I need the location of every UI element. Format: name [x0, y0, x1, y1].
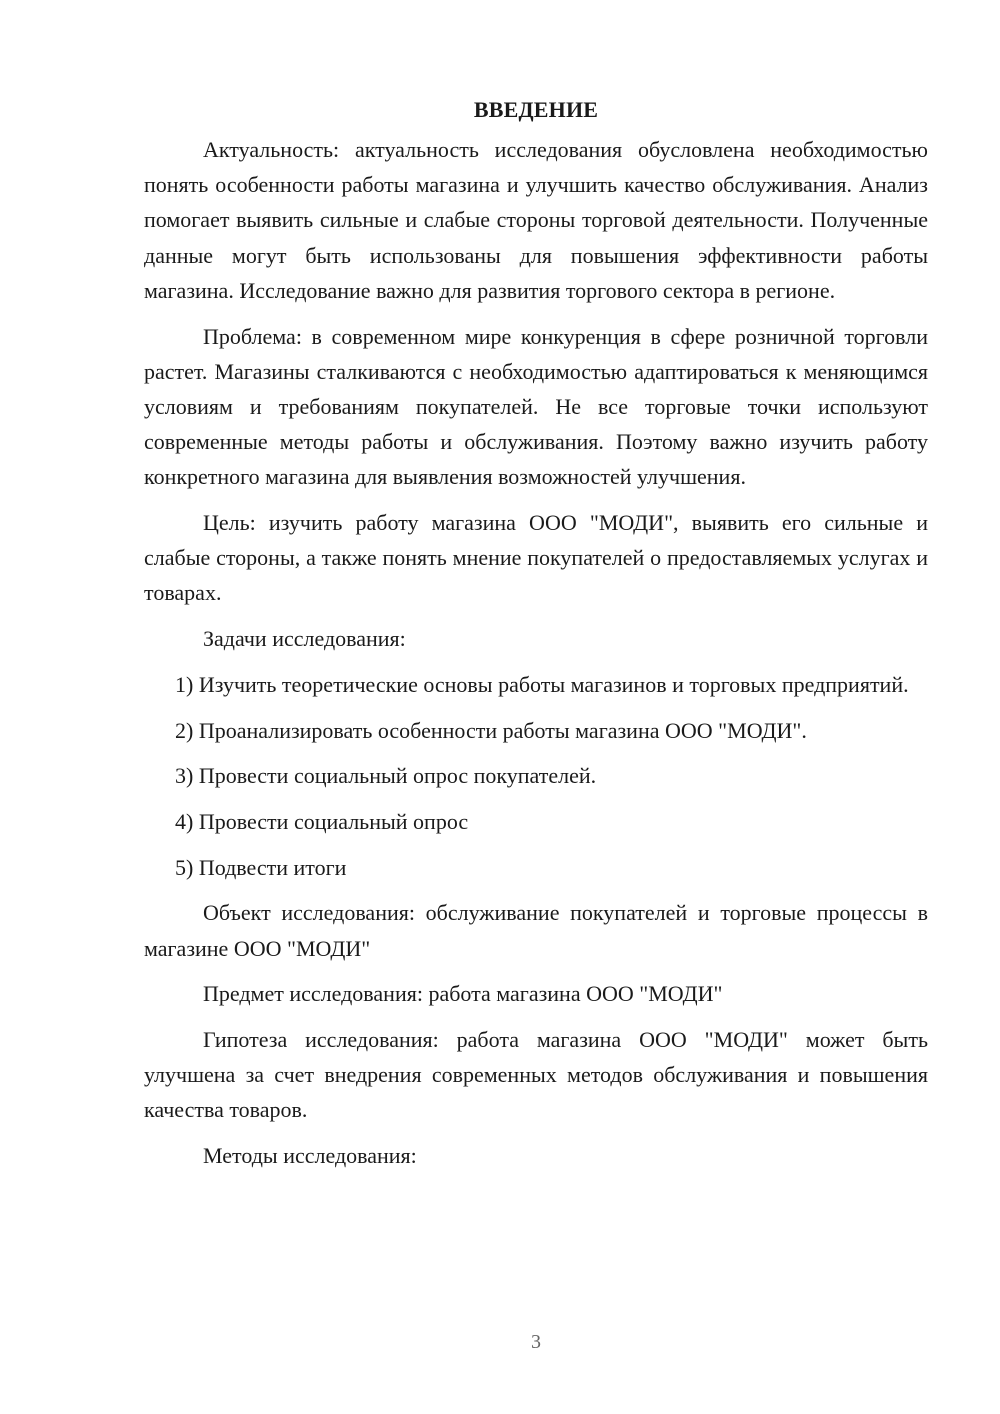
paragraph-problem: Проблема: в современном мире конкуренция в сфере розничной торговли растет. Магазины сталкиваются с необходимостью адаптироваться к меняющимся условиям и требованиям покупателей. Не все торговые точки используют современные методы работы и обслуживания. Поэтому важно изучить работу конкретного магазина для выявления возможностей улучшения.	[144, 323, 928, 490]
document-page	[144, 92, 928, 1184]
task-item-2: 2) Проанализировать особенности работы магазина ООО "МОДИ".	[175, 717, 807, 743]
tasks-heading: Задачи исследования:	[203, 626, 406, 652]
paragraph-hypothesis: Гипотеза исследования: работа магазина ООО "МОДИ" может быть улучшена за счет внедрения современных методов обслуживания и повышения качества товаров.	[144, 1026, 928, 1123]
paragraph-relevance: Актуальность: актуальность исследования обусловлена необходимостью понять особенности работы магазина и улучшить качество обслуживания. Анализ помогает выявить сильные и слабые стороны торговой деятельности. Полученные данные могут быть использованы для повышения эффективности работы магазина. Исследование важно для развития торгового сектора в регионе.	[144, 137, 928, 303]
task-item-3: 3) Провести социальный опрос покупателей.	[175, 763, 597, 789]
task-item-1: 1) Изучить теоретические основы работы магазинов и торговых предприятий.	[175, 671, 909, 697]
section-title: ВВЕДЕНИЕ	[473, 97, 599, 122]
page-number: 3	[531, 1331, 541, 1353]
paragraph-object: Объект исследования: обслуживание покупателей и торговые процессы в магазине ООО "МОДИ"	[144, 900, 928, 961]
paragraph-subject: Предмет исследования: работа магазина ООО "МОДИ"	[203, 981, 723, 1007]
task-item-5: 5) Подвести итоги	[175, 854, 347, 880]
paragraph-goal: Цель: изучить работу магазина ООО "МОДИ", выявить его сильные и слабые стороны, а также понять мнение покупателей о предоставляемых услугах и товарах.	[144, 510, 928, 606]
task-item-4: 4) Провести социальный опрос	[175, 808, 469, 834]
methods-heading: Методы исследования:	[203, 1143, 417, 1169]
